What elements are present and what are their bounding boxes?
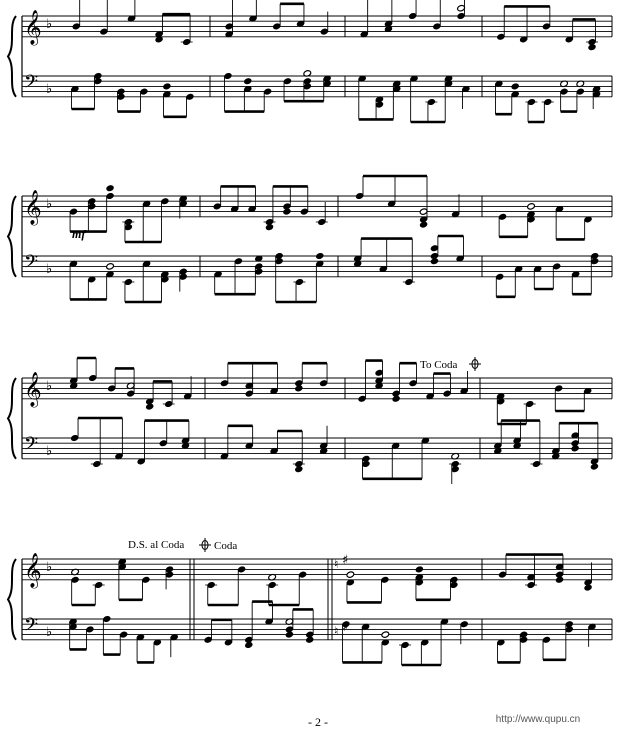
note-head (315, 252, 324, 259)
page-number: - 2 - (308, 715, 328, 729)
system-brace (8, 16, 16, 97)
note-head (285, 631, 294, 638)
sharp-icon: ♯ (342, 553, 349, 568)
note-head (295, 466, 304, 473)
note-head (381, 631, 390, 638)
note-head (527, 203, 536, 210)
system-2 (8, 176, 612, 302)
flat-icon: ♭ (46, 17, 53, 32)
note-head (106, 263, 115, 270)
note-head (571, 445, 580, 452)
treble-clef-icon: 𝄞 (24, 553, 42, 588)
flat-icon: ♭ (46, 444, 53, 459)
note-head (511, 83, 520, 90)
note-head (555, 576, 564, 583)
system-brace (8, 378, 16, 459)
system-3 (8, 358, 612, 484)
sharp-icon: ♯ (342, 620, 349, 635)
note-head (590, 463, 599, 470)
system-brace (8, 559, 16, 640)
bass-clef-icon: 𝄢 (24, 72, 39, 97)
note-head (584, 584, 593, 591)
natural-icon: ♮ (334, 624, 339, 638)
note-head (305, 636, 314, 643)
coda-icon (469, 357, 481, 371)
treble-clef-icon: 𝄞 (24, 10, 42, 45)
flat-icon: ♭ (46, 379, 53, 394)
note-head (430, 258, 439, 265)
bass-clef-icon: 𝄢 (24, 434, 39, 459)
note-head (415, 566, 424, 573)
note-head (145, 403, 154, 410)
note-head (346, 571, 355, 578)
bass-clef-icon: 𝄢 (24, 252, 39, 277)
flat-icon: ♭ (46, 262, 53, 277)
flat-icon: ♭ (46, 82, 53, 97)
dynamic-mf: mf (72, 227, 86, 241)
system-4 (8, 553, 612, 665)
note-head (419, 221, 428, 228)
ds-al-coda-label: D.S. al Coda (128, 539, 185, 551)
bass-clef-icon: 𝄢 (24, 615, 39, 640)
to-coda-label: To Coda (420, 359, 458, 371)
note-head (295, 385, 304, 392)
flat-icon: ♭ (46, 625, 53, 640)
watermark: http://www.qupu.cn (495, 714, 581, 725)
flat-icon: ♭ (46, 197, 53, 212)
system-1 (8, 0, 612, 122)
coda-label: Coda (214, 540, 238, 552)
note-head (265, 224, 274, 231)
note-head (244, 78, 253, 85)
system-brace (8, 196, 16, 277)
note-head (163, 83, 172, 90)
note-head (283, 208, 292, 215)
treble-clef-icon: 𝄞 (24, 372, 42, 407)
note-head (588, 44, 597, 51)
coda-icon (199, 538, 211, 552)
flat-icon: ♭ (46, 560, 53, 575)
note-head (106, 185, 115, 192)
note-head (244, 641, 253, 648)
note-head (392, 395, 401, 402)
treble-clef-icon: 𝄞 (24, 190, 42, 225)
natural-icon: ♮ (334, 557, 339, 571)
